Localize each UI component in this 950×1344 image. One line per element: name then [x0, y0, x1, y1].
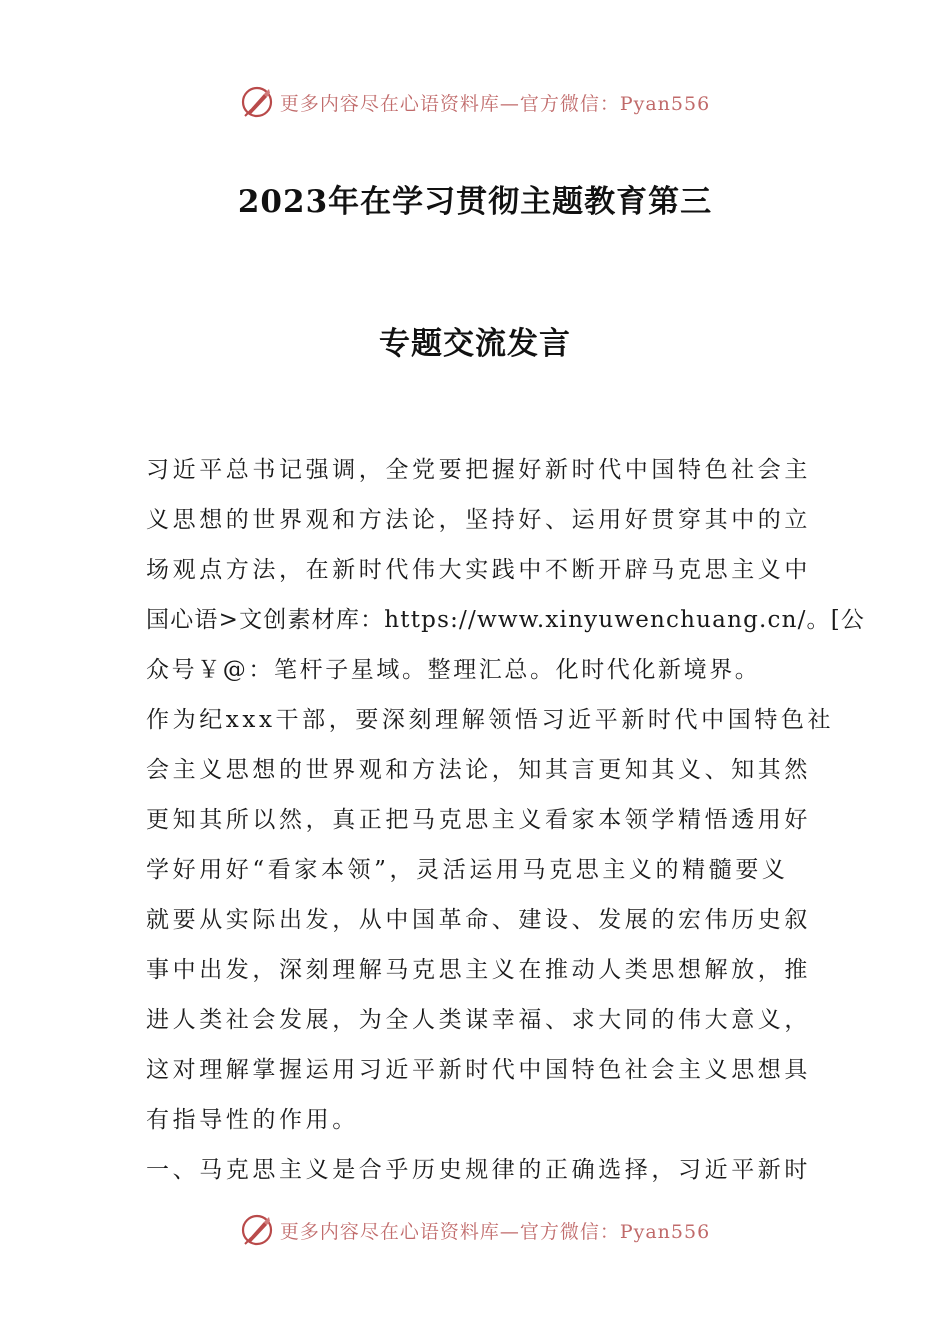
body-line: 场观点方法，在新时代伟大实践中不断开辟马克思主义中 [146, 557, 811, 583]
body-line: 有指导性的作用。 [146, 1107, 359, 1133]
document-body [146, 445, 866, 1195]
header-banner [0, 82, 950, 122]
body-line: 这对理解掌握运用习近平新时代中国特色社会主义思想具 [146, 1057, 811, 1083]
body-line: 义思想的世界观和方法论，坚持好、运用好贯穿其中的立 [146, 507, 811, 533]
document-title-line2: 专题交流发言 [379, 326, 571, 362]
document-title-line1: 2023年在学习贯彻主题教育第三 [237, 184, 713, 220]
footer-banner [0, 1210, 950, 1250]
quill-pen-logo-icon [240, 85, 274, 119]
body-line: 事中出发，深刻理解马克思主义在推动人类思想解放，推 [146, 957, 811, 983]
header-banner-text: 更多内容尽在心语资料库—官方微信：Pyan556 [279, 92, 711, 115]
quill-pen-logo-icon [240, 1213, 274, 1247]
body-line: 进人类社会发展，为全人类谋幸福、求大同的伟大意义， [146, 1007, 811, 1033]
body-line: 学好用好“看家本领”，灵活运用马克思主义的精髓要义 [146, 857, 789, 883]
body-line: 更知其所以然，真正把马克思主义看家本领学精悟透用好 [146, 807, 811, 833]
body-line: 就要从实际出发，从中国革命、建设、发展的宏伟历史叙 [146, 907, 811, 933]
body-line: 会主义思想的世界观和方法论，知其言更知其义、知其然 [146, 757, 811, 783]
body-line-link: 国心语>文创素材库：https://www.xinyuwenchuang.cn/。[公 [146, 607, 866, 633]
body-line: 作为纪xxx干部，要深刻理解领悟习近平新时代中国特色社 [146, 707, 835, 733]
body-line: 习近平总书记强调，全党要把握好新时代中国特色社会主 [146, 457, 811, 483]
body-line: 一、马克思主义是合乎历史规律的正确选择，习近平新时 [146, 1157, 811, 1183]
body-line: 众号￥@：笔杆子星域。整理汇总。化时代化新境界。 [146, 657, 761, 683]
footer-banner-text: 更多内容尽在心语资料库—官方微信：Pyan556 [279, 1220, 711, 1243]
